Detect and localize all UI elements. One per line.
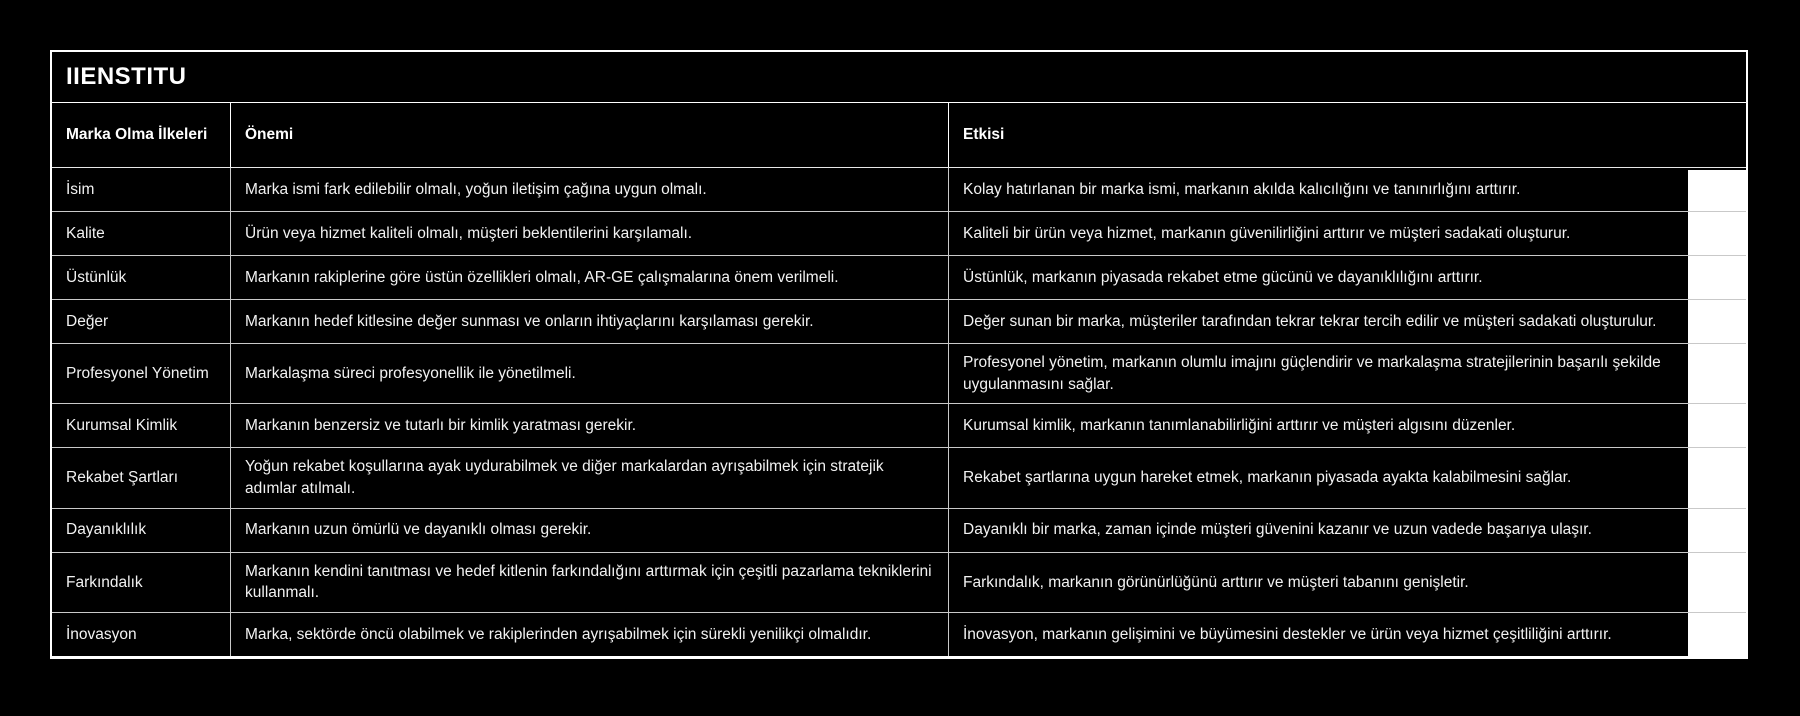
principle-cell: Farkındalık (66, 573, 143, 591)
importance-cell: Markanın uzun ömürlü ve dayanıklı olması gerekir. (230, 509, 948, 552)
principle-cell: İsim (66, 180, 95, 198)
principle-cell: Kurumsal Kimlik (66, 417, 178, 435)
effect-cell: Kurumsal kimlik, markanın tanımlanabilirliğini arttırır ve müşteri algısını düzenler. (948, 404, 1746, 447)
effect-cell: Farkındalık, markanın görünürlüğünü arttırır ve müşteri tabanını genişletir. (948, 553, 1746, 612)
importance-cell: Markanın hedef kitlesine değer sunması ve onların ihtiyaçlarını karşılaması gerekir. (230, 300, 948, 343)
table-row (52, 613, 1746, 656)
importance-cell: Markalaşma süreci profesyonellik ile yönetilmeli. (230, 344, 948, 403)
principle-cell: Kalite (66, 224, 105, 242)
brand-principles-table (50, 50, 1748, 659)
table-row (52, 300, 1746, 344)
importance-cell: Markanın kendini tanıtması ve hedef kitlenin farkındalığını arttırmak için çeşitli pazarlama tekniklerini kullanmalı. (230, 553, 948, 612)
principle-cell: Üstünlük (66, 268, 127, 286)
importance-cell: Ürün veya hizmet kaliteli olmalı, müşteri beklentilerini karşılamalı. (230, 212, 948, 255)
table-title-bar (52, 52, 1746, 103)
effect-cell: Kaliteli bir ürün veya hizmet, markanın güvenilirliğini arttırır ve müşteri sadakati oluşturur. (948, 212, 1746, 255)
effect-cell: Rekabet şartlarına uygun hareket etmek, markanın piyasada ayakta kalabilmesini sağlar. (948, 448, 1746, 507)
table-header-row (52, 103, 1746, 168)
importance-cell: Yoğun rekabet koşullarına ayak uydurabilmek ve diğer markalardan ayrışabilmek için stratejik adımlar atılmalı. (230, 448, 948, 507)
principle-cell: Rekabet Şartları (66, 469, 178, 487)
table-row (52, 404, 1746, 448)
table-row (52, 553, 1746, 613)
importance-cell: Marka ismi fark edilebilir olmalı, yoğun iletişim çağına uygun olmalı. (230, 168, 948, 211)
table-row (52, 344, 1746, 404)
column-header-importance: Önemi (230, 103, 948, 167)
column-header-effect: Etkisi (948, 103, 1746, 167)
principle-cell: Profesyonel Yönetim (66, 364, 209, 382)
principle-cell: Değer (66, 312, 109, 330)
table-row (52, 256, 1746, 300)
table-row (52, 448, 1746, 508)
principle-cell: İnovasyon (66, 625, 137, 643)
importance-cell: Markanın benzersiz ve tutarlı bir kimlik yaratması gerekir. (230, 404, 948, 447)
table-row (52, 168, 1746, 212)
effect-cell: Değer sunan bir marka, müşteriler tarafından tekrar tekrar tercih edilir ve müşteri sadakati oluşturulur. (948, 300, 1746, 343)
importance-cell: Markanın rakiplerine göre üstün özellikleri olmalı, AR-GE çalışmalarına önem verilmeli. (230, 256, 948, 299)
effect-cell: Üstünlük, markanın piyasada rekabet etme gücünü ve dayanıklılığını arttırır. (948, 256, 1746, 299)
effect-cell: Dayanıklı bir marka, zaman içinde müşteri güvenini kazanır ve uzun vadede başarıya ulaşır. (948, 509, 1746, 552)
principle-cell: Dayanıklılık (66, 521, 147, 539)
table-body (52, 168, 1746, 656)
effect-cell: Profesyonel yönetim, markanın olumlu imajını güçlendirir ve markalaşma stratejilerinin başarılı şekilde uygulanmasını sağlar. (948, 344, 1746, 403)
table-row (52, 509, 1746, 553)
brand-title: IIENSTITU (66, 63, 187, 90)
importance-cell: Marka, sektörde öncü olabilmek ve rakiplerinden ayrışabilmek için sürekli yenilikçi olmalıdır. (230, 613, 948, 656)
effect-cell: Kolay hatırlanan bir marka ismi, markanın akılda kalıcılığını ve tanınırlığını arttırır. (948, 168, 1746, 211)
effect-cell: İnovasyon, markanın gelişimini ve büyümesini destekler ve ürün veya hizmet çeşitliliğini arttırır. (948, 613, 1746, 656)
table-row (52, 212, 1746, 256)
column-header-principle: Marka Olma İlkeleri (66, 126, 208, 144)
